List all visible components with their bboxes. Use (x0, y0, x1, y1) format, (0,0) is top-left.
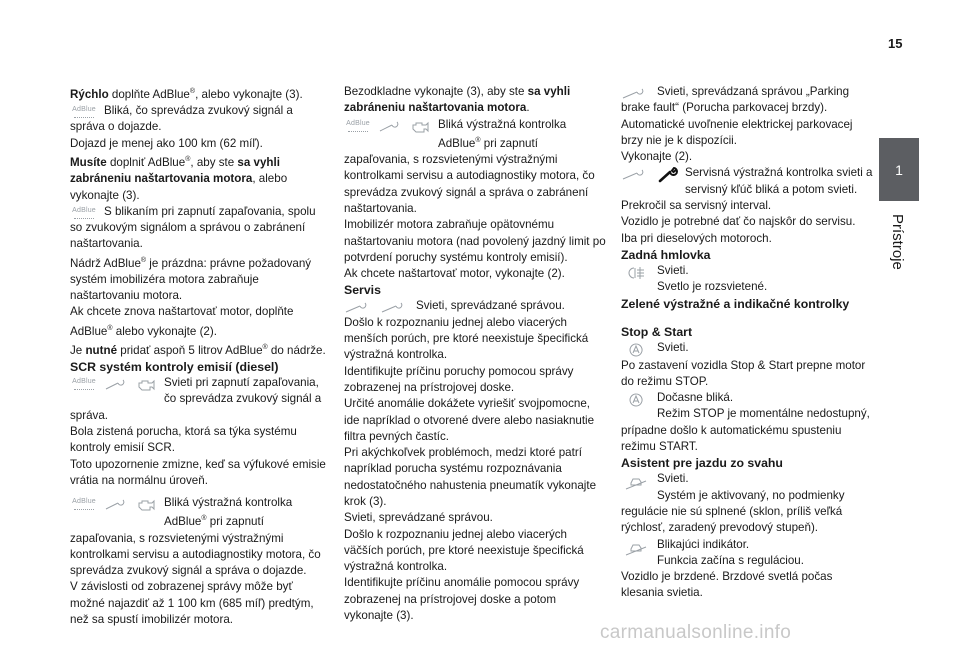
paragraph: Iba pri dieselových motoroch. (621, 231, 772, 245)
engine-icon (410, 119, 432, 135)
paragraph: Bliká, čo sprevádza zvukový signál a správa o dojazde. (70, 104, 293, 134)
paragraph: S blikaním pri zapnutí zapaľovania, spolu so zvukovým signálom a správou o zabránení naštartovania. (70, 204, 316, 251)
paragraph: Systém je aktivovaný, no podmienky regulácie nie sú splnené (sklon, príliš veľká rýchlosť, zaradený prevodový stupeň). (621, 488, 845, 535)
section-heading: Zelené výstražné a indikačné kontrolky (621, 296, 850, 311)
scr-blink-block (70, 495, 328, 579)
paragraph: Bliká výstražná kontrolka AdBlue® pri zapnutí zapaľovania, s rozsvietenými výstražnými kontrolkami servisu a autodiagnostiky motora, čo sprevádza zvukový signál a správa o zabránení naštartovania. (344, 117, 595, 215)
engine-icon (136, 497, 158, 513)
paragraph: Vykonajte (2). (621, 150, 693, 164)
paragraph: Vozidlo je brzdené. Brzdové svetlá počas klesania svietia. (621, 570, 833, 600)
section-heading: Asistent pre jazdu zo svahu (621, 456, 783, 471)
adblue-icon: AdBlue (344, 119, 372, 132)
service-block (344, 298, 606, 363)
paragraph: Toto upozornenie zmizne, keď sa výfukové emisie vrátia na normálnu úroveň. (70, 457, 326, 487)
wrench-icon (378, 119, 404, 133)
adblue-icon: AdBlue (70, 206, 98, 219)
paragraph: Identifikujte príčinu poruchy pomocou správy zobrazenej na prístrojovej doske. (344, 364, 574, 394)
paragraph: Svieti, sprevádzaná správou „Parking brake fault“ (Porucha parkovacej brzdy). (621, 85, 850, 115)
column-1 (70, 84, 328, 628)
stop-start-icon (627, 392, 645, 408)
paragraph: Bliká výstražná kontrolka AdBlue® pri zapnutí zapaľovania, s rozsvietenými výstražnými kontrolkami servisu a autodiagnostiky motora, čo sprevádza zvukový signál a správa o dojazde. (70, 496, 321, 578)
engine-icon (136, 377, 158, 393)
wrench-icon (104, 497, 130, 511)
paragraph: Imobilizér motora zabraňuje opätovnému naštartovaniu motora (nad povolený jazdný limit po potvrdení poruchy systému kontroly emisií). (344, 218, 606, 264)
paragraph: Je nutné pridať aspoň 5 litrov AdBlue® do nádrže. (70, 343, 326, 357)
paragraph: Pri akýchkoľvek problémoch, medzi ktoré patrí napríklad porucha systému rozpoznávania nedostatočného nahustenia pneumatík vykonajte krok (3). (344, 446, 597, 508)
paragraph: Blikajúci indikátor. (657, 537, 750, 551)
stop-start-blink-block (621, 390, 873, 455)
section-label-text: Prístroje (889, 214, 906, 270)
paragraph: Prekročil sa servisný interval. (621, 199, 772, 213)
wrench-icon (344, 300, 374, 314)
service-key-block (621, 165, 873, 198)
paragraph: Svieti, sprevádzané správou. (344, 511, 493, 525)
paragraph: Určité anomálie dokážete vyriešiť svojpomocne, ide napríklad o otvorené dvere alebo nasiaknutie filtra pevných častíc. (344, 397, 595, 443)
section-heading: Zadná hmlovka (621, 247, 711, 262)
watermark: carmanualsonline.info (600, 622, 792, 643)
paragraph: Rýchlo doplňte AdBlue®, alebo vykonajte (3). (70, 87, 303, 101)
section-heading: Servis (344, 283, 381, 298)
chapter-tab-number: 1 (895, 161, 903, 178)
paragraph: Svieti, sprevádzané správou. (416, 299, 565, 313)
paragraph: Došlo k rozpoznaniu jednej alebo viacerých väčších porúch, pre ktoré neexistuje špecifická výstražná kontrolka. (344, 527, 584, 574)
section-heading: SCR systém kontroly emisií (diesel) (70, 360, 279, 375)
service-key-icon (657, 167, 679, 183)
paragraph: Identifikujte príčinu anomálie pomocou správy zobrazenej na prístrojovej doske a potom vykonajte (3). (344, 576, 580, 623)
paragraph: Nádrž AdBlue® je prázdna: právne požadovaný systém imobilizéra motora zabraňuje naštartovaniu motora. (70, 256, 312, 303)
paragraph: Musíte doplniť AdBlue®, aby ste sa vyhli zabráneniu naštartovania motora, alebo vykonajte (3). (70, 155, 288, 202)
rear-fog-block (621, 263, 873, 296)
paragraph: Automatické uvoľnenie elektrickej parkovacej brzy nie je k dispozícii. (621, 117, 853, 147)
wrench-icon (104, 377, 130, 391)
paragraph: Došlo k rozpoznaniu jednej alebo viacerých menších porúch, pre ktoré neexistuje špecifická výstražná kontrolka. (344, 315, 589, 362)
column-2 (344, 84, 606, 624)
hill-start-blink-block (621, 537, 873, 570)
paragraph: Po zastavení vozidla Stop & Start prepne motor do režimu STOP. (621, 358, 866, 388)
stop-start-icon (627, 342, 645, 358)
chapter-tab[interactable] (879, 138, 919, 201)
wrench-icon (380, 300, 410, 314)
section-heading: Stop & Start (621, 324, 693, 339)
paragraph: Svieti. (657, 263, 689, 277)
stop-start-on-block (621, 340, 873, 358)
scr-warning-block (70, 375, 328, 424)
section-label (884, 214, 912, 294)
wrench-icon (621, 167, 651, 181)
hill-assist-icon (624, 539, 648, 557)
paragraph: Dojazd je menej ako 100 km (62 míľ). (70, 136, 263, 150)
hill-start-on-block (621, 471, 873, 536)
hill-assist-icon (624, 473, 648, 491)
adblue-icon: AdBlue (70, 105, 98, 118)
paragraph: Režim STOP je momentálne nedostupný, prípadne došlo k automatickému spusteniu režimu START. (621, 407, 870, 454)
page-number: 15 (888, 36, 903, 51)
adblue-icon: AdBlue (70, 497, 98, 510)
rear-fog-light-icon (625, 265, 647, 281)
paragraph: Svieti pri zapnutí zapaľovania, čo sprevádza zvukový signál a správa. (70, 376, 322, 422)
paragraph: Ak chcete naštartovať motor, vykonajte (2). (344, 267, 565, 281)
adblue-blink-block (70, 204, 328, 253)
parking-brake-block (621, 84, 873, 117)
adblue-icon: AdBlue (70, 377, 98, 390)
column-3 (621, 84, 873, 602)
immobilizer-block (344, 117, 606, 218)
paragraph: Svieti. (657, 340, 689, 354)
paragraph: Ak chcete znova naštartovať motor, doplňte AdBlue® alebo vykonajte (2). (70, 305, 294, 338)
paragraph: Funkcia začína s reguláciou. (657, 553, 804, 567)
wrench-icon (621, 86, 651, 100)
paragraph: Servisná výstražná kontrolka svieti a servisný kľúč bliká a potom svieti. (685, 166, 873, 196)
paragraph: Bezodkladne vykonajte (3), aby ste sa vyhli zabráneniu naštartovania motora. (344, 85, 571, 115)
adblue-warning-block (70, 103, 328, 136)
paragraph: Vozidlo je potrebné dať čo najskôr do servisu. (621, 215, 856, 229)
paragraph: V závislosti od zobrazenej správy môže byť možné najazdiť až 1 100 km (685 míľ) predtým, než sa spustí imobilizér motora. (70, 580, 314, 627)
paragraph: Svetlo je rozsvietené. (657, 280, 768, 294)
paragraph: Dočasne bliká. (657, 391, 734, 405)
paragraph: Svieti. (657, 472, 689, 486)
paragraph: Bola zistená porucha, ktorá sa týka systému kontroly emisií SCR. (70, 424, 297, 455)
